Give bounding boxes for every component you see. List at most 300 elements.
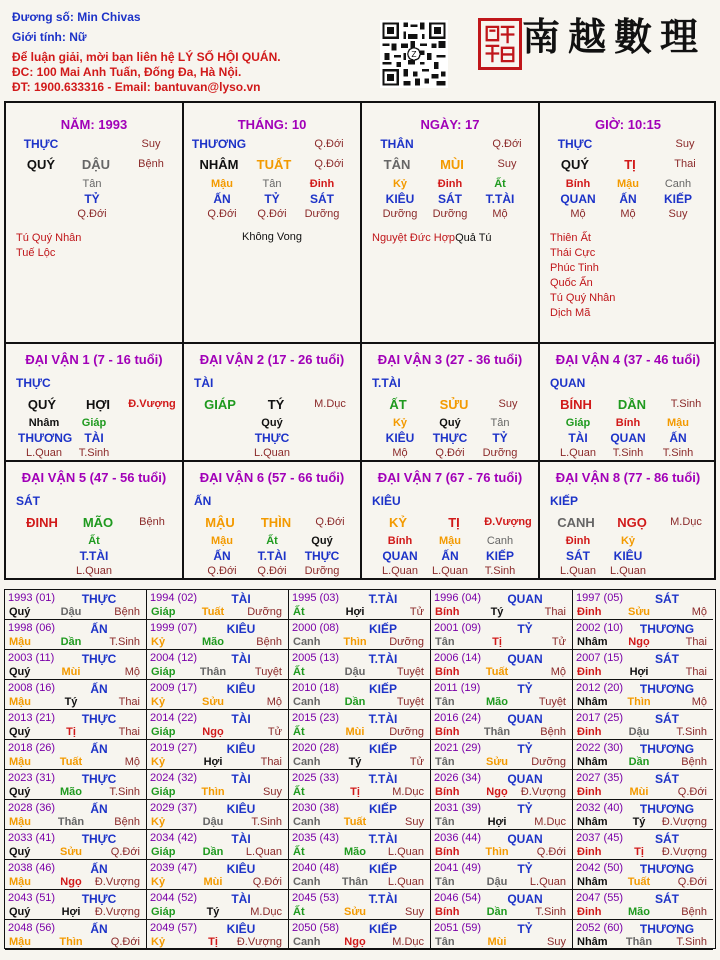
year-label: 2032 (40) xyxy=(576,802,624,814)
year-cell[interactable] xyxy=(147,620,289,650)
year-cell[interactable] xyxy=(289,650,431,680)
year-label: 2052 (60) xyxy=(576,922,624,934)
year-cell[interactable] xyxy=(431,920,573,950)
year-stem: Bính xyxy=(435,606,460,618)
year-label: 2033 (41) xyxy=(8,832,56,844)
year-stem: Quý xyxy=(9,846,31,858)
year-label: 1993 (01) xyxy=(8,592,56,604)
year-stem: Đinh xyxy=(577,726,602,738)
dai-van-life: M.Dục xyxy=(670,516,702,528)
year-cell[interactable] xyxy=(289,920,431,950)
year-ten-god: TỶ xyxy=(517,802,533,816)
year-stem: Ất xyxy=(293,666,305,678)
dai-van-ten-god: KIÊU xyxy=(372,494,401,508)
year-ten-god: KIẾP xyxy=(368,922,397,936)
dai-van-life: T.Sinh xyxy=(670,398,702,410)
hidden-ten-god: TÀI xyxy=(568,431,588,445)
year-life-stage: Tử xyxy=(409,606,424,618)
hidden-life-stage: T.Sinh xyxy=(78,447,110,459)
year-branch: Mão xyxy=(60,786,82,798)
year-stem: Tân xyxy=(435,636,455,648)
year-ten-god: KIẾP xyxy=(368,862,397,876)
hidden-ten-god: KIÊU xyxy=(385,192,415,206)
svg-text:Z: Z xyxy=(411,50,417,60)
year-life-stage: Q.Đới xyxy=(252,876,282,888)
year-life-stage: Đ.Vượng xyxy=(520,786,566,798)
hidden-stem: Kỷ xyxy=(392,417,408,429)
year-cell[interactable] xyxy=(289,770,431,800)
year-label: 2009 (17) xyxy=(150,682,198,694)
year-stem: Canh xyxy=(293,696,321,708)
year-branch: Mùi xyxy=(61,666,81,678)
hidden-ten-god: ẤN xyxy=(441,549,459,563)
hidden-ten-god: TỶ xyxy=(492,431,508,445)
hidden-life-stage: Mộ xyxy=(392,447,408,459)
year-cell[interactable] xyxy=(5,830,147,860)
year-label: 2027 (35) xyxy=(576,772,624,784)
year-branch: Dần xyxy=(628,756,650,768)
pillar-note: Không Vong xyxy=(242,231,302,243)
year-ten-god: THƯƠNG xyxy=(639,802,695,816)
year-ten-god: T.TÀI xyxy=(368,592,398,606)
hidden-stem: Bính xyxy=(615,417,641,429)
hidden-life-stage: Q.Đới xyxy=(257,208,287,220)
year-cell[interactable] xyxy=(431,590,573,620)
year-life-stage: Dưỡng xyxy=(389,636,424,648)
year-label: 2006 (14) xyxy=(434,652,482,664)
year-cell[interactable] xyxy=(5,740,147,770)
year-stem: Ất xyxy=(293,846,305,858)
hidden-stem: Đinh xyxy=(565,535,591,547)
hidden-stem: Tân xyxy=(490,417,510,429)
year-ten-god: TÀI xyxy=(231,592,251,606)
star: Phúc Tinh xyxy=(550,262,599,274)
year-stem: Mậu xyxy=(9,696,31,708)
year-cell[interactable] xyxy=(431,680,573,710)
year-label: 2017 (25) xyxy=(576,712,624,724)
year-stem: Mậu xyxy=(9,756,31,768)
year-ten-god: SÁT xyxy=(655,592,679,606)
dai-van-stem: GIÁP xyxy=(204,397,236,412)
year-label: 2014 (22) xyxy=(150,712,198,724)
year-ten-god: KIÊU xyxy=(226,802,256,816)
year-label: 2018 (26) xyxy=(8,742,56,754)
hidden-life-stage: T.Sinh xyxy=(484,565,516,577)
hidden-life-stage: Dưỡng xyxy=(382,208,418,220)
year-cell[interactable] xyxy=(147,740,289,770)
pillar-stars xyxy=(372,231,492,246)
year-label: 2020 (28) xyxy=(292,742,340,754)
year-cell[interactable] xyxy=(289,860,431,890)
year-life-stage: Bệnh xyxy=(681,906,707,918)
year-life-stage: Thai xyxy=(260,756,282,768)
year-stem: Kỷ xyxy=(151,936,166,948)
year-label: 2023 (31) xyxy=(8,772,56,784)
year-branch: Tị xyxy=(66,726,76,738)
year-stem: Bính xyxy=(435,906,460,918)
year-label: 2003 (11) xyxy=(8,652,55,664)
year-branch: Ngọ xyxy=(60,876,82,888)
year-cell[interactable] xyxy=(5,890,147,920)
year-life-stage: Dưỡng xyxy=(389,726,424,738)
year-ten-god: QUAN xyxy=(507,772,543,786)
year-cell[interactable] xyxy=(573,890,713,920)
year-label: 2021 (29) xyxy=(434,742,482,754)
year-cell[interactable] xyxy=(147,710,289,740)
year-ten-god: KIÊU xyxy=(226,862,256,876)
dai-van-life: Suy xyxy=(498,398,518,410)
dai-van-2 xyxy=(184,344,360,462)
hidden-life-stage: L.Quan xyxy=(75,565,113,577)
hidden-stem: Mậu xyxy=(617,178,639,190)
year-cell[interactable] xyxy=(573,710,713,740)
dai-van-title: ĐẠI VẬN 2 (17 - 26 tuổi) xyxy=(199,352,345,367)
year-branch: Dần xyxy=(486,906,508,918)
year-branch: Mùi xyxy=(203,876,223,888)
pillar-stem: QUÝ xyxy=(560,157,590,172)
year-stem: Giáp xyxy=(151,846,176,858)
year-branch: Thân xyxy=(57,816,85,828)
year-cell[interactable] xyxy=(573,800,713,830)
year-cell[interactable] xyxy=(573,650,713,680)
year-ten-god: SÁT xyxy=(655,652,679,666)
year-cell[interactable] xyxy=(573,770,713,800)
year-cell[interactable] xyxy=(5,650,147,680)
pillar-branch-life: Bệnh xyxy=(138,158,164,170)
year-life-stage: Q.Đới xyxy=(536,846,566,858)
year-cell[interactable] xyxy=(573,620,713,650)
year-cell[interactable] xyxy=(431,740,573,770)
dai-van-life: Q.Đới xyxy=(315,516,345,528)
year-cell[interactable] xyxy=(147,680,289,710)
year-branch: Thân xyxy=(341,876,369,888)
year-branch: Tý xyxy=(348,756,362,768)
year-label: 2019 (27) xyxy=(150,742,198,754)
year-label: 2040 (48) xyxy=(292,862,340,874)
hidden-life-stage: Mộ xyxy=(620,208,636,220)
year-ten-god: THỰC xyxy=(81,772,117,786)
year-ten-god: T.TÀI xyxy=(368,772,398,786)
year-cell[interactable] xyxy=(573,860,713,890)
hidden-life-stage: Suy xyxy=(668,208,688,220)
year-life-stage: Thai xyxy=(544,606,566,618)
year-label: 2035 (43) xyxy=(292,832,340,844)
year-cell[interactable] xyxy=(147,890,289,920)
year-cell[interactable] xyxy=(289,800,431,830)
dai-van-life: Đ.Vượng xyxy=(484,516,532,528)
pillar-stem: NHÂM xyxy=(199,157,239,172)
year-ten-god: TÀI xyxy=(231,772,251,786)
red-seal-icon xyxy=(478,18,522,70)
hidden-ten-god: T.TÀI xyxy=(257,549,287,563)
year-stem: Bính xyxy=(435,666,460,678)
hidden-ten-god: TÀI xyxy=(84,431,104,445)
hidden-ten-god: ẤN xyxy=(669,431,687,445)
year-ten-god: SÁT xyxy=(655,892,679,906)
dai-van-ten-god: QUAN xyxy=(550,376,586,390)
year-life-stage: T.Sinh xyxy=(535,906,566,918)
hidden-life-stage: L.Quan xyxy=(25,447,63,459)
year-cell[interactable] xyxy=(431,860,573,890)
hidden-life-stage: T.Sinh xyxy=(612,447,644,459)
year-label: 2011 (19) xyxy=(434,682,481,694)
year-life-stage: Mộ xyxy=(691,606,707,618)
hidden-ten-god: QUAN xyxy=(382,549,418,563)
four-pillars-grid xyxy=(4,101,716,580)
year-cell[interactable] xyxy=(431,710,573,740)
star: Quốc Ấn xyxy=(550,277,593,289)
dai-van-ten-god: ẤN xyxy=(194,494,212,508)
hidden-ten-god: KIÊU xyxy=(385,431,415,445)
pillar-branch-life: Q.Đới xyxy=(314,158,344,170)
year-branch: Tị xyxy=(208,936,218,948)
hidden-ten-god: ẤN xyxy=(619,192,637,206)
year-branch: Tý xyxy=(490,606,504,618)
year-stem: Ất xyxy=(293,606,305,618)
year-stem: Mậu xyxy=(9,936,31,948)
dai-van-stem: ẤT xyxy=(389,397,407,412)
year-label: 2039 (47) xyxy=(150,862,198,874)
year-branch: Thìn xyxy=(201,786,225,798)
year-branch: Dậu xyxy=(202,816,224,828)
year-life-stage: L.Quan xyxy=(387,876,424,888)
hidden-ten-god: THƯƠNG xyxy=(18,431,73,445)
year-label: 1995 (03) xyxy=(292,592,340,604)
year-life-stage: Tử xyxy=(267,726,282,738)
year-ten-god: KIÊU xyxy=(226,922,256,936)
year-branch: Thìn xyxy=(485,846,509,858)
dai-van-ten-god: KIẾP xyxy=(550,494,579,508)
hidden-life-stage: Dưỡng xyxy=(304,208,340,220)
year-life-stage: Mộ xyxy=(550,666,566,678)
year-cell[interactable] xyxy=(147,650,289,680)
gender: Giới tính: Nữ xyxy=(12,30,87,44)
year-label: 1999 (07) xyxy=(150,622,198,634)
hidden-life-stage: Q.Đới xyxy=(77,208,107,220)
year-ten-god: TỶ xyxy=(517,742,533,756)
year-cell[interactable] xyxy=(431,650,573,680)
hidden-life-stage: Dưỡng xyxy=(482,447,518,459)
year-label: 2031 (39) xyxy=(434,802,482,814)
dai-van-title: ĐẠI VẬN 5 (47 - 56 tuổi) xyxy=(21,470,167,485)
year-branch: Thân xyxy=(483,726,511,738)
dai-van-branch: MÃO xyxy=(82,515,114,530)
year-life-stage: Mộ xyxy=(266,696,282,708)
year-stem: Ất xyxy=(293,726,305,738)
pillar-stem-life: Suy xyxy=(141,138,161,150)
year-life-stage: Suy xyxy=(547,936,566,948)
year-branch: Sửu xyxy=(627,606,651,618)
year-stem: Kỷ xyxy=(151,636,166,648)
pillar-branch: MÙI xyxy=(440,157,464,172)
year-ten-god: KIẾP xyxy=(368,622,397,636)
hidden-stem: Canh xyxy=(486,535,514,547)
year-ten-god: QUAN xyxy=(507,712,543,726)
year-stem: Tân xyxy=(435,816,455,828)
year-branch: Hợi xyxy=(629,666,649,678)
year-label: 2043 (51) xyxy=(8,892,56,904)
hidden-stem: Giáp xyxy=(81,417,107,429)
year-cell[interactable] xyxy=(5,770,147,800)
dai-van-branch: NGỌ xyxy=(617,515,647,530)
hidden-stem: Bính xyxy=(565,178,591,190)
year-cell[interactable] xyxy=(5,620,147,650)
year-stem: Đinh xyxy=(577,666,602,678)
owner-name: Đương số: Min Chivas xyxy=(12,10,141,24)
year-branch: Ngọ xyxy=(486,786,508,798)
year-life-stage: L.Quan xyxy=(245,846,282,858)
year-branch: Thân xyxy=(625,936,653,948)
year-stem: Canh xyxy=(293,756,321,768)
year-cell[interactable] xyxy=(147,830,289,860)
year-label: 2012 (20) xyxy=(576,682,624,694)
year-cell[interactable] xyxy=(5,680,147,710)
pillar-ten-god: THÂN xyxy=(380,137,414,151)
year-life-stage: Mộ xyxy=(124,756,140,768)
year-label: 2044 (52) xyxy=(150,892,198,904)
hidden-ten-god: THỰC xyxy=(304,549,340,563)
year-ten-god: ẤN xyxy=(90,862,108,876)
year-stem: Nhâm xyxy=(577,696,608,708)
year-cell[interactable] xyxy=(573,680,713,710)
hidden-stem: Đinh xyxy=(309,178,335,190)
year-cell[interactable] xyxy=(147,860,289,890)
year-cell[interactable] xyxy=(289,890,431,920)
year-cell[interactable] xyxy=(289,680,431,710)
hidden-stem: Kỷ xyxy=(392,178,408,190)
dai-van-stem: CANH xyxy=(557,515,595,530)
year-branch: Ngọ xyxy=(628,636,650,648)
year-stem: Đinh xyxy=(577,786,602,798)
dai-van-7 xyxy=(362,462,538,580)
year-cell[interactable] xyxy=(573,830,713,860)
year-cell[interactable] xyxy=(431,770,573,800)
star: Nguyệt Đức Hợp xyxy=(372,232,456,244)
year-cell[interactable] xyxy=(573,740,713,770)
year-ten-god: SÁT xyxy=(655,712,679,726)
year-life-stage: T.Sinh xyxy=(109,636,140,648)
dai-van-stem: MẬU xyxy=(205,515,235,530)
hidden-life-stage: Q.Đới xyxy=(207,208,237,220)
year-stem: Kỷ xyxy=(151,816,166,828)
year-cell[interactable] xyxy=(147,800,289,830)
year-cell[interactable] xyxy=(5,920,147,950)
year-ten-god: THỰC xyxy=(81,892,117,906)
pillar-stem-life: Q.Đới xyxy=(492,138,522,150)
year-branch: Mão xyxy=(486,696,508,708)
year-cell[interactable] xyxy=(431,620,573,650)
year-label: 2008 (16) xyxy=(8,682,56,694)
year-stem: Quý xyxy=(9,786,31,798)
qr-code-icon[interactable] xyxy=(380,20,448,88)
year-branch: Tị xyxy=(350,786,360,798)
year-ten-god: ẤN xyxy=(90,622,108,636)
year-cell[interactable] xyxy=(573,920,713,950)
hidden-life-stage: L.Quan xyxy=(609,565,647,577)
year-ten-god: THƯƠNG xyxy=(639,742,695,756)
year-label: 1997 (05) xyxy=(576,592,624,604)
year-label: 2022 (30) xyxy=(576,742,624,754)
year-cell[interactable] xyxy=(289,590,431,620)
year-cell[interactable] xyxy=(5,590,147,620)
year-cell[interactable] xyxy=(431,800,573,830)
year-label: 2038 (46) xyxy=(8,862,56,874)
year-branch: Mão xyxy=(628,906,650,918)
year-cell[interactable] xyxy=(5,710,147,740)
hidden-life-stage: Q.Đới xyxy=(257,565,287,577)
year-cell[interactable] xyxy=(431,830,573,860)
pillar-stem: TÂN xyxy=(383,157,411,172)
year-stem: Canh xyxy=(293,816,321,828)
year-branch: Mão xyxy=(202,636,224,648)
address-line: ĐC: 100 Mai Anh Tuấn, Đống Đa, Hà Nội. xyxy=(12,65,242,79)
year-cell[interactable] xyxy=(431,890,573,920)
year-branch: Dần xyxy=(202,846,224,858)
year-ten-god: KIẾP xyxy=(368,802,397,816)
hidden-stem: Giáp xyxy=(565,417,591,429)
year-cell[interactable] xyxy=(289,740,431,770)
year-label: 2042 (50) xyxy=(576,862,624,874)
year-stem: Quý xyxy=(9,726,31,738)
year-label: 2029 (37) xyxy=(150,802,198,814)
phone-email-line[interactable]: ĐT: 1900.633316 - Email: bantuvan@lyso.vn xyxy=(12,80,261,94)
year-branch: Sửu xyxy=(343,906,367,918)
year-branch: Tị xyxy=(492,636,502,648)
hidden-stem: Canh xyxy=(664,178,692,190)
dai-van-title: ĐẠI VẬN 1 (7 - 16 tuổi) xyxy=(25,352,163,367)
hidden-ten-god: KIẾP xyxy=(663,192,692,206)
year-branch: Tý xyxy=(632,816,646,828)
dai-van-5 xyxy=(6,462,182,580)
year-label: 2007 (15) xyxy=(576,652,624,664)
hidden-life-stage: Mộ xyxy=(570,208,586,220)
year-cell[interactable] xyxy=(147,920,289,950)
year-label: 2028 (36) xyxy=(8,802,56,814)
year-cell[interactable] xyxy=(5,860,147,890)
year-stem: Tân xyxy=(435,876,455,888)
year-cell[interactable] xyxy=(147,770,289,800)
pillar-stem-life: Q.Đới xyxy=(314,138,344,150)
hidden-stem: Quý xyxy=(261,417,283,429)
contact-line: Để luận giải, mời bạn liên hệ LÝ SỐ HỘI QUÁN. xyxy=(12,50,281,64)
star: Tú Quý Nhân xyxy=(16,232,82,244)
year-branch: Dần xyxy=(344,696,366,708)
year-cell[interactable] xyxy=(289,830,431,860)
year-branch: Tuất xyxy=(485,666,509,678)
year-cell[interactable] xyxy=(5,800,147,830)
year-ten-god: T.TÀI xyxy=(368,892,398,906)
year-label: 2026 (34) xyxy=(434,772,482,784)
year-stem: Canh xyxy=(293,636,321,648)
year-branch: Tý xyxy=(64,696,78,708)
year-cell[interactable] xyxy=(289,620,431,650)
year-branch: Sửu xyxy=(59,846,83,858)
year-branch: Thìn xyxy=(627,696,651,708)
year-cell[interactable] xyxy=(289,710,431,740)
dai-van-3 xyxy=(362,344,538,462)
dai-van-title: ĐẠI VẬN 7 (67 - 76 tuổi) xyxy=(377,470,523,485)
star: Quả Tú xyxy=(455,232,492,244)
year-cell[interactable] xyxy=(573,590,713,620)
dai-van-title: ĐẠI VẬN 8 (77 - 86 tuổi) xyxy=(555,470,701,485)
year-ten-god: THƯƠNG xyxy=(639,622,695,636)
year-life-stage: T.Sinh xyxy=(109,786,140,798)
year-stem: Nhâm xyxy=(577,876,608,888)
year-cell[interactable] xyxy=(147,590,289,620)
hidden-stem: Mậu xyxy=(667,417,689,429)
year-life-stage: Tuyệt xyxy=(396,666,424,678)
year-stem: Giáp xyxy=(151,906,176,918)
